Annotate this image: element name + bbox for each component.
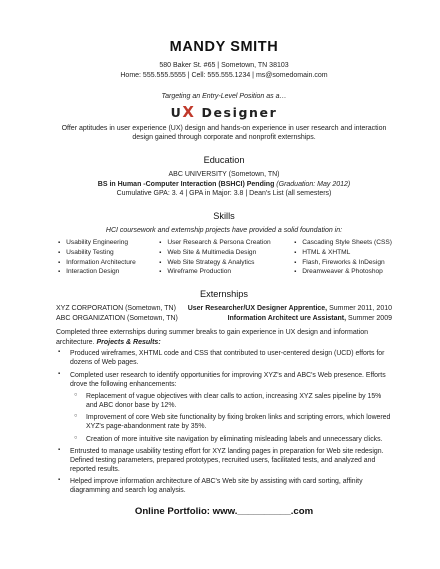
online-portfolio: Online Portfolio: www.__________.com bbox=[134, 505, 314, 517]
result-item bbox=[70, 371, 392, 444]
education-heading: Education bbox=[203, 154, 245, 165]
externships-heading: Externships bbox=[199, 289, 248, 300]
result-item: ▪ Produced wireframes, XHTML code and CSS that contributed to user-centered design (UCD) efforts for dozens of Web pages. bbox=[70, 349, 392, 367]
skill-item: ▪ Wireframe Production bbox=[159, 267, 271, 277]
position-title: User Researcher/UX Designer Apprentice, bbox=[187, 305, 328, 313]
skills-grid bbox=[56, 238, 392, 277]
position bbox=[228, 314, 392, 324]
enhancement-item: ○ Creation of more intuitive site navigation by eliminating misleading labels and unnecessary clicks. bbox=[86, 435, 392, 444]
degree-line bbox=[56, 180, 392, 190]
results-list bbox=[56, 349, 392, 495]
skill-item: ▪ Information Architecture bbox=[58, 258, 136, 268]
skill-item: ▪ Web Site Strategy & Analytics bbox=[159, 258, 271, 268]
externship-summary-text: Completed three externships during summer breaks to gain experience in UX design and information architecture. bbox=[56, 329, 369, 346]
education-section bbox=[56, 170, 392, 199]
skill-item: ▪ Web Site & Multimedia Design bbox=[159, 248, 271, 258]
candidate-name: MANDY SMITH bbox=[169, 39, 279, 55]
result-item: ▪ Helped improve information architecture of ABC's Web site by assisting with card sorting, affinity diagramming and search log analysis. bbox=[70, 477, 392, 495]
skill-item: ▪ Interaction Design bbox=[58, 267, 136, 277]
skills-heading: Skills bbox=[213, 211, 235, 222]
enhancements-list bbox=[70, 392, 392, 444]
skills-column-1 bbox=[58, 238, 136, 277]
role-u: U bbox=[170, 105, 183, 121]
result-item: ▪ Entrusted to manage usability testing effort for XYZ landing pages in preparation for Web site redesign. Defined testing parameters, prepared prototypes, recruited users, facilitated tests, and analyzed and reported results. bbox=[70, 447, 392, 475]
skills-intro: HCI coursework and externship projects have provided a solid foundation in: bbox=[105, 227, 343, 235]
summary: Offer aptitudes in user experience (UX) design and hands-on experience in user research and interaction design gained through corporate and nonprofit externships. bbox=[61, 125, 387, 142]
skill-item: ▪ Flash, Fireworks & InDesign bbox=[294, 258, 392, 268]
projects-label: Projects & Results: bbox=[96, 338, 161, 346]
skills-column-2 bbox=[159, 238, 271, 277]
resume-header bbox=[56, 38, 392, 80]
role-x: X bbox=[182, 103, 196, 122]
skill-item: ▪ User Research & Persona Creation bbox=[159, 238, 271, 248]
employer: ABC ORGANIZATION (Sometown, TN) bbox=[56, 314, 178, 322]
externship-summary bbox=[56, 328, 392, 347]
degree: BS in Human -Computer Interaction (BSHCI) Pending bbox=[97, 180, 275, 188]
skill-item: ▪ Cascading Style Sheets (CSS) bbox=[294, 238, 392, 248]
skills-column-3 bbox=[294, 238, 392, 277]
target-role bbox=[56, 103, 392, 123]
skill-item: ▪ HTML & XHTML bbox=[294, 248, 392, 258]
position-title: Information Architect ure Assistant, bbox=[227, 314, 347, 322]
position-dates: Summer 2009 bbox=[346, 314, 392, 322]
externship-row bbox=[56, 314, 392, 324]
externship-row bbox=[56, 304, 392, 314]
result-text: Completed user research to identify opportunities for improving XYZ's and ABC's Web presence. Efforts drove the following enhancements: bbox=[70, 371, 386, 388]
address-line: 580 Baker St. #65 | Sometown, TN 38103 bbox=[159, 62, 289, 70]
skill-item: ▪ Usability Engineering bbox=[58, 238, 136, 248]
skill-item: ▪ Usability Testing bbox=[58, 248, 136, 258]
role-rest: Designer bbox=[195, 105, 278, 121]
graduation: (Graduation: May 2012) bbox=[274, 180, 351, 188]
skill-item: ▪ Dreamweaver & Photoshop bbox=[294, 267, 392, 277]
position bbox=[188, 304, 392, 314]
employer: XYZ CORPORATION (Sometown, TN) bbox=[56, 305, 176, 313]
enhancement-item: ○ Improvement of core Web site functionality by fixing broken links and scripting errors, which lowered XYZ's page-abandonment rate by 35%. bbox=[86, 413, 392, 431]
contact-line: Home: 555.555.5555 | Cell: 555.555.1234 | ms@somedomain.com bbox=[120, 71, 328, 79]
school: ABC UNIVERSITY (Sometown, TN) bbox=[168, 171, 280, 179]
target-line: Targeting an Entry-Level Position as a… bbox=[161, 93, 287, 100]
gpa-line: Cumulative GPA: 3. 4 | GPA in Major: 3.8 | Dean's List (all semesters) bbox=[116, 190, 332, 198]
position-dates: Summer 2011, 2010 bbox=[327, 305, 392, 313]
enhancement-item: ○ Replacement of vague objectives with clear calls to action, increasing XYZ sales pipeline by 15% and ABC donor base by 12%. bbox=[86, 392, 392, 410]
